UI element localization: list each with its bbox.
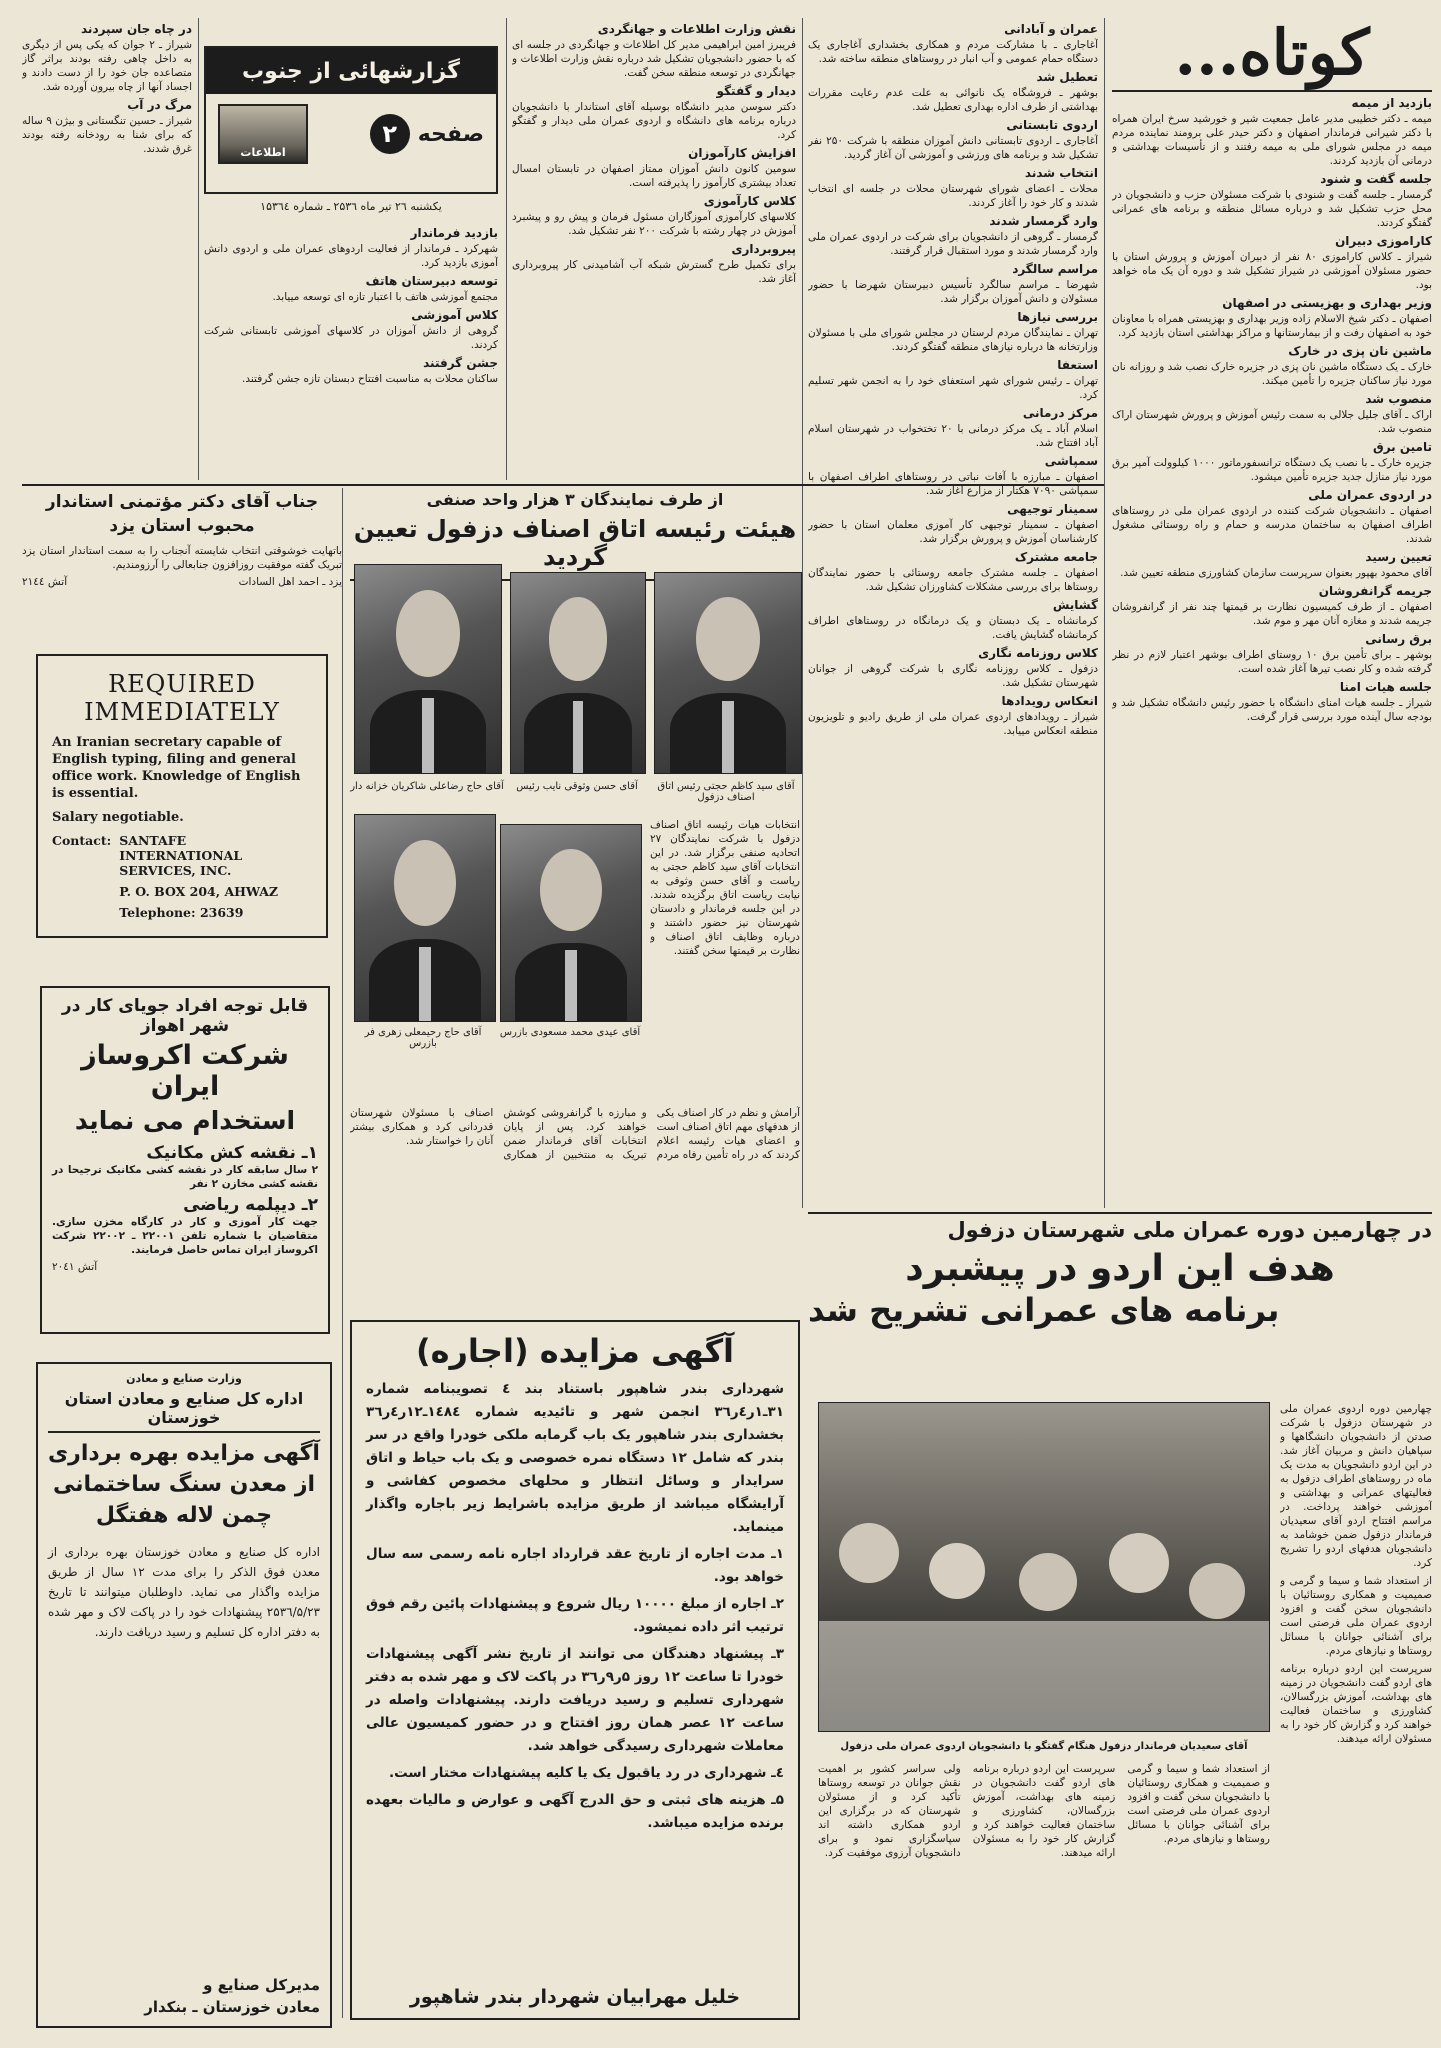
news-text: گروهی از دانش آموزان در کلاسهای آموزشی تابستانی شرکت کردند. <box>204 325 498 351</box>
news-headline: تعیین رسید <box>1365 550 1432 564</box>
guild-body-1 <box>650 818 800 1098</box>
notice-sign: یزد ـ احمد اهل السادات <box>238 576 342 588</box>
mine-title-2: از معدن سنگ ساختمانی <box>52 1472 316 1497</box>
news-text: اصفهان ـ دکتر شیخ الاسلام زاده وزیر بهداری و بهزیستی همراه با معاونان خود به اصفهان رفت و از بیمارستانها و مراکز بهداشتی استان بازدید کرد. <box>1112 313 1432 339</box>
news-headline: وارد گرمسار شدند <box>989 214 1098 228</box>
news-headline: در اردوی عمران ملی <box>1308 488 1432 502</box>
news-headline: تعطیل شد <box>1036 70 1098 84</box>
news-text: اصفهان ـ سمینار توجیهی کار آموزی معلمان استان با حضور کارشناسان آموزش و پرورش برگزار شد. <box>808 519 1098 545</box>
camp-side-paragraph-2: از استعداد شما و سیما و گرمی و صمیمیت و همکاری روستائیان با دانشجویان سخن گفت و افزود اردوی عمران ملی فرصتی است برای آشنائی جوانان با مسائل روستاها و نیازهای مردم. <box>1280 1575 1432 1657</box>
camp-photo-caption: آقای سعیدیان فرماندار دزفول هنگام گفتگو با دانشجویان اردوی عمران ملی دزفول <box>840 1741 1248 1752</box>
camp-headline-1: هدف این اردو در پیشبرد <box>905 1248 1335 1289</box>
lease-condition: ۱ـ مدت اجاره از تاریخ عقد قرارداد اجاره نامه رسمی سه سال خواهد بود. <box>366 1546 784 1585</box>
news-text: شیراز ـ کلاس کاراموزی ۸۰ نفر از دبیران آموزش و پرورش استان با حضور مسئولان آموزشی در شیراز تشکیل شد و دوره آن یک ماه خواهد بود. <box>1112 251 1432 291</box>
guild-kicker: از طرف نمایندگان ۳ هزار واحد صنفی <box>426 490 724 509</box>
news-headline: کاراموزی دبیران <box>1335 234 1432 248</box>
news-text: شیراز ـ حسین تنگستانی و بیژن ۹ ساله که برای شنا به رودخانه رفته بودند غرق شدند. <box>22 115 192 155</box>
news-text: ساکنان محلات به مناسبت افتتاح دبستان تازه جشن گرفتند. <box>242 373 498 385</box>
news-text: شیراز ـ ۲ جوان که یکی پس از دیگری به داخل چاهی رفته بودند براثر گاز متصاعده جان خود را از دست دادند و اجساد آنها از چاه بیرون آورده شد. <box>22 39 192 93</box>
camp-photo <box>818 1402 1270 1732</box>
news-headline: اردوی تابستانی <box>1006 118 1098 132</box>
dateline: یکشنبه ۲٦ تیر ماه ۲۵۳٦ ـ شماره ۱۵۳٦٤ <box>260 200 442 213</box>
short-news-list <box>1112 96 1432 724</box>
news-headline: مرگ در آب <box>127 98 192 112</box>
camp-side-text <box>1280 1402 1432 2022</box>
portrait-2 <box>510 572 644 772</box>
camp-article <box>808 1218 1432 1388</box>
regional-news-list <box>808 22 1098 738</box>
news-text: جزیره خارک ـ با نصب یک دستگاه ترانسفورماتور ۱۰۰۰ کیلوولت آمپر برق مورد نیاز منازل جدید جزیره تأمین میشود. <box>1112 457 1432 483</box>
news-text: تهران ـ نمایندگان مردم لرستان در مجلس شورای ملی با مسئولان وزارتخانه ها درباره نیازهای منطقه گفتگو کردند. <box>808 327 1098 353</box>
lease-condition: ۲ـ اجاره از مبلغ ۱۰۰۰۰ ریال شروع و پیشنهادات پائین رقم فوق ترتیب اثر داده نمیشود. <box>366 1596 784 1635</box>
section-masthead <box>204 46 498 194</box>
mine-sign-1: مدیرکل صنایع و <box>203 1976 320 1994</box>
ad-title-2: IMMEDIATELY <box>84 698 280 726</box>
news-headline: جلسه هیات امنا <box>1339 680 1432 694</box>
incident-news-column <box>22 18 192 480</box>
news-headline: در چاه جان سپردند <box>81 22 192 36</box>
caption-5: آقای حاج رحیمعلی زهری فر بازرس <box>364 1027 482 1049</box>
english-job-ad <box>36 654 328 938</box>
news-headline: سمپاشی <box>1044 454 1098 468</box>
news-text: اصفهان ـ دانشجویان شرکت کننده در اردوی عمران ملی در روستاهای اطراف اصفهان به ساختمان مدرسه و حمام و راه روستائی مشغول شدند. <box>1112 505 1432 545</box>
news-text: آغاجاری ـ اردوی تابستانی دانش آموزان منطقه با شرکت ۲۵۰ نفر تشکیل شد و برنامه های ورزشی و آموزشی آن آغاز گردید. <box>808 135 1098 161</box>
news-headline: وزیر بهداری و بهزیستی در اصفهان <box>1222 296 1432 310</box>
mine-tender-ad <box>36 1362 332 2028</box>
job-item-1: ۱ـ نقشه کش مکانیک <box>146 1143 318 1163</box>
portrait-5 <box>354 814 494 1020</box>
ad-salary: Salary negotiable. <box>52 810 184 825</box>
caption-1: آقای سید کاظم حجتی رئیس اتاق اصناف دزفول <box>657 781 795 803</box>
news-headline: توسعه دبیرستان هاتف <box>365 274 498 288</box>
news-headline: بازدید از میمه <box>1351 96 1432 110</box>
mine-sign-2: معادن خوزستان ـ بنکدار <box>144 1998 320 2016</box>
news-headline: ماشین نان پزی در خارک <box>1288 344 1432 358</box>
news-text: اصفهان ـ مبارزه با آفات نباتی در روستاهای اطراف اصفهان با سمپاشی ۷۰۹۰ هکتار از مزارع آغاز شد. <box>808 471 1098 497</box>
lease-auction-ad <box>350 1320 800 2020</box>
news-text: برای تکمیل طرح گسترش شبکه آب آشامیدنی کار پیروبرداری آغاز شد. <box>512 259 796 285</box>
camp-headline-2: برنامه های عمرانی تشریح شد <box>808 1291 1280 1329</box>
lease-condition: ٤ـ شهرداری در رد یاقبول یک یا کلیه پیشنهادات مختار است. <box>389 1765 784 1781</box>
news-text: گرمسار ـ گروهی از دانشجویان برای شرکت در اردوی عمران ملی وارد گرمسار شدند و مورد استقبال قرار گرفتند. <box>808 231 1098 257</box>
news-text: آقای محمود بهپور بعنوان سرپرست سازمان کشاورزی منطقه تعیین شد. <box>1120 567 1432 579</box>
local-news-block <box>204 222 498 480</box>
news-headline: نقش وزارت اطلاعات و جهانگردی <box>597 22 796 36</box>
news-headline: تامین برق <box>1372 440 1432 454</box>
news-headline: عمران و آبادانی <box>1004 22 1098 36</box>
caption-3: آقای حاج رضاعلی شاکریان خزانه دار <box>350 781 504 792</box>
news-headline: سمینار توجیهی <box>1007 502 1098 516</box>
lease-condition: ۵ـ هزینه های ثبتی و حق الدرج آگهی و عوارض و مالیات بعهده برنده مزایده میباشد. <box>366 1792 784 1831</box>
mine-org: اداره کل صنایع و معادن استان خوزستان <box>48 1389 320 1433</box>
camp-bottom-paragraph-1: از استعداد شما و سیما و گرمی و صمیمیت و همکاری روستائیان با دانشجویان سخن گفت و افزود اردوی عمران ملی فرصتی است برای آشنائی جوانان با مسائل روستاها و نیازهای مردم. <box>1127 1763 1270 1845</box>
ad-contact-label: Contact: <box>52 833 112 848</box>
camp-side-paragraph: چهارمین دوره اردوی عمران ملی در شهرستان دزفول با شرکت صدتن از دانشجویان دانشگاهها و سپاهیان دانش و مربیان آغاز شد. در این اردو دانشجویان به مدت یک ماه در روستاهای اطراف دزفول به فعالیتهای عمرانی و بهداشتی و آموزشی خواهند پرداخت. در مراسم افتتاح اردو آقای سعیدیان فرماندار دزفول ضمن خوشامد به دانشجویان هدفهای اردو را تشریح کرد. <box>1280 1403 1432 1569</box>
news-headline: کلاس روزنامه نگاری <box>978 646 1098 660</box>
job-item-2: ۲ـ دیپلمه ریاضی <box>183 1195 318 1215</box>
news-headline: مرکز درمانی <box>1022 406 1098 420</box>
camp-bottom-text <box>818 1762 1270 2022</box>
report-title: گزارشهائی از جنوب <box>242 58 460 84</box>
ministry-news-column <box>512 18 796 480</box>
notice-title: جناب آقای دکتر مؤتمنی استاندار محبوب استان یزد <box>45 492 319 536</box>
news-headline: استعفا <box>1057 358 1098 372</box>
portrait-4 <box>500 824 640 1020</box>
news-text: اسلام آباد ـ یک مرکز درمانی با ۲۰ تختخواب در شهرستان اسلام آباد افتتاح شد. <box>808 423 1098 449</box>
ad-contact-company: SANTAFE INTERNATIONAL SERVICES, INC. <box>119 833 243 878</box>
news-headline: دیدار و گفتگو <box>716 84 796 98</box>
news-headline: کلاس آموزشی <box>411 308 498 322</box>
news-text: مجتمع آموزشی هاتف با اعتبار تازه ای توسعه مییابد. <box>272 291 498 303</box>
news-text: کلاسهای کارآموزی آموزگاران مسئول فرمان و پیش رو و پیشبرد آموزش در چهار رشته با شرکت ۲۰۰ نفر تشکیل شد. <box>512 211 796 237</box>
ad-contact-phone: Telephone: 23639 <box>119 905 244 920</box>
news-text: دکتر سوسن مدیر دانشگاه بوسیله آقای استاندار با دانشجویان درباره برنامه های دانشگاه و اردوی عمران ملی دیدار و گفتگو کرد. <box>512 101 796 141</box>
news-text: بوشهر ـ برای تأمین برق ۱۰ روستای اطراف بوشهر اعتبار لازم در نظر گرفته شده و کار نصب تیرها آغاز شده است. <box>1112 649 1432 675</box>
news-headline: برق رسانی <box>1365 632 1432 646</box>
lease-title: آگهی مزایده (اجاره) <box>415 1332 735 1370</box>
mine-body: اداره کل صنایع و معادن خوزستان بهره برداری از معدن فوق الذکر را برای مدت ۱۲ سال از طریق مزایده واگذار می نماید. داوطلبان میتوانند تا تاریخ ۲۵۳٦/۵/۲۳ پیشنهادات خود را در پاکت لاک و مهر شده به دفتر اداره کل تسلیم و رسید دریافت دارند. <box>48 1545 320 1639</box>
page-number-badge: ۲ <box>370 114 410 154</box>
news-headline: بازدید فرماندار <box>410 226 498 240</box>
guild-text-2: آرامش و نظم در کار اصناف یکی از هدفهای مهم اتاق اصناف است و اعضای هیات رئیسه اعلام کردند که در راه تأمین رفاه مردم و مبارزه با گرانفروشی کوشش خواهند کرد. پس از پایان انتخابات آقای فرماندار ضمن تبریک به منتخبین از همکاری اصناف با مسئولان شهرستان قدردانی کرد و همکاری بیشتر آنان را خواستار شد. <box>350 1107 800 1161</box>
guild-headline: هیئت رئیسه اتاق اصناف دزفول تعیین گردید <box>350 515 800 581</box>
caption-4: آقای عیدی محمد مسعودی بازرس <box>499 1027 641 1038</box>
news-headline: جشن گرفتند <box>423 356 498 370</box>
news-headline: افزایش کارآموزان <box>688 146 796 160</box>
regional-news-column <box>808 18 1098 1206</box>
job-item-1-text: ۲ سال سابقه کار در نقشه کشی مکانیک ترجیحا در نقشه کشی مخازن ۲ نفر <box>52 1164 318 1190</box>
ad-body: An Iranian secretary capable of English typing, filing and general office work. Knowledge of English is essential. <box>52 735 301 801</box>
mine-title-1: آگهی مزایده بهره برداری <box>48 1441 320 1466</box>
job-code: آتش ۲۰٤۱ <box>52 1261 98 1273</box>
job-company: شرکت اکروساز ایران <box>81 1040 289 1102</box>
news-text: شهرضا ـ مراسم سالگرد تأسیس دبیرستان شهرضا با حضور مسئولان و دانش آموزان برگزار شد. <box>808 279 1098 305</box>
camp-bottom-paragraph-3: ولی سراسر کشور بر اهمیت نقش جوانان در توسعه روستاها تأکید کرد و از مسئولان شهرستان که در برگزاری این اردو همکاری داشته اند سپاسگزاری نمود و برای دانشجویان آرزوی موفقیت کرد. <box>818 1763 961 1859</box>
guild-body-2 <box>350 1106 800 1304</box>
job-line-2: شهر اهواز <box>140 1016 230 1036</box>
guild-text-1: انتخابات هیات رئیسه اتاق اصناف دزفول با شرکت نمایندگان ۲۷ اتحادیه صنفی برگزار شد. در این انتخابات آقای سید کاظم حجتی به ریاست و آقای حسن وثوقی به نیابت ریاست اتاق برگزیده شدند. در این جلسه فرماندار و دادستان شهرستان نیز حضور داشتند و درباره وظایف اتاق اصناف و نظارت بر قیمتها سخن گفتند. <box>650 819 800 957</box>
news-text: سومین کانون دانش آموزان ممتاز اصفهان در تابستان امسال تعداد بیشتری کارآموز را پذیرفته است. <box>512 163 796 189</box>
news-headline: گشایش <box>1052 598 1098 612</box>
ad-contact-box: P. O. BOX 204, AHWAZ <box>119 884 279 899</box>
news-headline: جامعه مشترک <box>1014 550 1098 564</box>
notice-code: آتش ۲۱٤٤ <box>22 576 68 588</box>
logo-text: اطلاعات <box>240 146 286 159</box>
news-text: محلات ـ اعضای شورای شهرستان محلات در جلسه ای انتخاب شدند و کار خود را آغاز کردند. <box>808 183 1098 209</box>
newspaper-logo <box>218 104 308 164</box>
news-text: شیراز ـ رویدادهای اردوی عمران ملی از طریق رادیو و تلویزیون منطقه انعکاس مییابد. <box>808 711 1098 737</box>
news-text: اصفهان ـ از طرف کمیسیون نظارت بر قیمتها چند نفر از گرانفروشان جریمه شدند و مغازه آنان مهر و موم شد. <box>1112 601 1432 627</box>
short-news-column <box>1112 18 1432 1206</box>
company-job-ad <box>40 986 330 1334</box>
congratulation-notice <box>22 490 342 632</box>
ad-title-1: REQUIRED <box>108 670 256 698</box>
camp-kicker: در چهارمین دوره عمران ملی شهرستان دزفول <box>947 1218 1432 1242</box>
news-headline: انعکاس رویدادها <box>1001 694 1098 708</box>
news-text: کرمانشاه ـ یک دبستان و یک درمانگاه در روستاهای اطراف کرمانشاه گشایش یافت. <box>808 615 1098 641</box>
news-text: دزفول ـ کلاس روزنامه نگاری با شرکت گروهی از جوانان شهرستان تشکیل شد. <box>808 663 1098 689</box>
portrait-3 <box>354 564 500 772</box>
news-headline: بررسی نیازها <box>1017 310 1098 324</box>
news-headline: جلسه گفت و شنود <box>1320 172 1432 186</box>
news-text: تهران ـ رئیس شورای شهر استعفای خود را به انجمن شهر تسلیم کرد. <box>808 375 1098 401</box>
lease-sign: خلیل مهرابیان شهردار بندر شاهپور <box>409 1986 741 2008</box>
news-headline: مراسم سالگرد <box>1012 262 1098 276</box>
news-text: شهرکرد ـ فرماندار از فعالیت اردوهای عمران ملی و اردوی دانش آموزی بازدید کرد. <box>204 243 498 269</box>
camp-bottom-paragraph-2: سرپرست این اردو درباره برنامه های اردو گفت دانشجویان در زمینه های بهداشت، آموزش بزرگسالان، کشاورزی و ساختمان فعالیت خواهند کرد و گزارش کار خود را به مسئولان ارائه میدهند. <box>972 1763 1116 1859</box>
portrait-1 <box>654 572 800 772</box>
news-headline: انتخاب شدند <box>1024 166 1098 180</box>
news-headline: کلاس کارآموزی <box>703 194 796 208</box>
kutah-title: کوتاه... <box>1174 18 1370 89</box>
news-text: میمه ـ دکتر خطیبی مدیر عامل جمعیت شیر و خورشید سرخ ایران همراه با دکتر شیرانی فرماندار اصفهان و دکتر حیدر علی برومند نماینده مردم میمه در مجلس شورای ملی به میمه رفتند و از تأسیسات بهداشتی و درمانی آن بازدید کردند. <box>1112 113 1432 167</box>
news-headline: جریمه گرانفروشان <box>1318 584 1432 598</box>
news-headline: منصوب شد <box>1365 392 1432 406</box>
news-text: خارک ـ یک دستگاه ماشین نان پزی در جزیره خارک نصب شد و روزانه نان مورد نیاز ساکنان جزیره را تأمین میکند. <box>1112 361 1432 387</box>
mine-title-3: چمن لاله هفتگل <box>95 1503 273 1528</box>
mine-ministry: وزارت صنایع و معادن <box>126 1372 242 1385</box>
news-text: گرمسار ـ جلسه گفت و شنودی با شرکت مسئولان حزب و دانشجویان در محل حزب تشکیل شد و درباره مسائل منطقه و برنامه های عمرانی گفتگو کردند. <box>1112 189 1432 229</box>
lease-condition: ۳ـ پیشنهاد دهندگان می توانند از تاریخ نشر آگهی پیشنهادات خودرا تا ساعت ۱۲ روز ۵ر۹ر۳٦ در پاکت لاک و مهر شده به دفتر شهرداری تسلیم و رسید دریافت دارند. پیشنهادات واصله در ساعت ۱۲ عصر همان روز افتتاح و در حضور کمیسیون عالی معاملات شهرداری رسیدگی خواهد شد. <box>366 1646 784 1754</box>
lease-intro: شهرداری بندر شاهپور باستناد بند ٤ تصویبنامه شماره ۳۱ـ۱ر٤ر۳٦ انجمن شهر و تائیدیه شماره ۱٤۸٤ـ۱۲ر٤ر۳٦ بخشداری بندر شاهپور یک باب گرمابه ملکی خودرا واقع در سر بندر که شامل ۱۲ دستگاه نمره خصوصی و یک باب حیاط و اتاق سرایدار و وسائل انتظار و محلهای مخصوص کفاشی و آرایشگاه میباشد از طریق مزایده باشرایط زیر باجاره واگذار مینماید. <box>366 1381 785 1535</box>
news-text: آغاجاری ـ با مشارکت مردم و همکاری بخشداری آغاجاری یک دستگاه حمام عمومی و آب انبار در روستاهای منطقه ساخته شد. <box>808 39 1098 65</box>
page-label: صفحه <box>417 121 484 147</box>
news-headline: پیروبرداری <box>731 242 796 256</box>
job-line-1: قابل توجه افراد جویای کار در <box>61 996 309 1016</box>
ministry-news-list <box>512 22 796 286</box>
caption-2: آقای حسن وثوقی نایب رئیس <box>516 781 638 792</box>
notice-body: باتهایت خوشوقتی انتخاب شایسته آنجناب را به سمت استاندار استان یزد تبریک گفته موفقیت روزافزون جنابعالی را آرزومندیم. <box>22 545 342 571</box>
news-text: شیراز ـ جلسه هیات امنای دانشگاه با حضور رئیس دانشگاه تشکیل شد و بودجه سال آینده مورد بررسی قرار گرفت. <box>1112 697 1432 723</box>
news-text: اراک ـ آقای جلیل جلالی به سمت رئیس آموزش و پرورش شهرستان اراک منصوب شد. <box>1112 409 1432 435</box>
report-banner <box>206 48 496 94</box>
camp-side-paragraph-3: سرپرست این اردو درباره برنامه های اردو گفت دانشجویان در زمینه های بهداشت، آموزش بزرگسالان، کشاورزی و ساختمان فعالیت خواهند کرد و گزارش کار خود را به مسئولان ارائه میدهند. <box>1280 1663 1432 1745</box>
news-text: فریبرز امین ابراهیمی مدیر کل اطلاعات و جهانگردی در جلسه ای که با حضور دانشجویان تشکیل شد درباره نقش وزارت اطلاعات و جهانگردی در توسعه منطقه سخن گفت. <box>512 39 796 79</box>
news-text: اصفهان ـ جلسه مشترک جامعه روستائی با حضور نمایندگان روستاها برای بررسی مشکلات کشاورزان تشکیل شد. <box>808 567 1098 593</box>
job-item-2-text: جهت کار آموزی و کار در کارگاه مخزن سازی. متقاضیان با شماره تلفن ۲۲۰۰۱ ـ ۲۲۰۰۲ شرکت اکروساز ایران تماس حاصل فرمایند. <box>52 1216 319 1256</box>
job-hire: استخدام می نماید <box>74 1106 296 1135</box>
news-text: بوشهر ـ فروشگاه یک نانوائی به علت عدم رعایت مقررات بهداشتی از طرف اداره بهداری تعطیل شد. <box>808 87 1098 113</box>
